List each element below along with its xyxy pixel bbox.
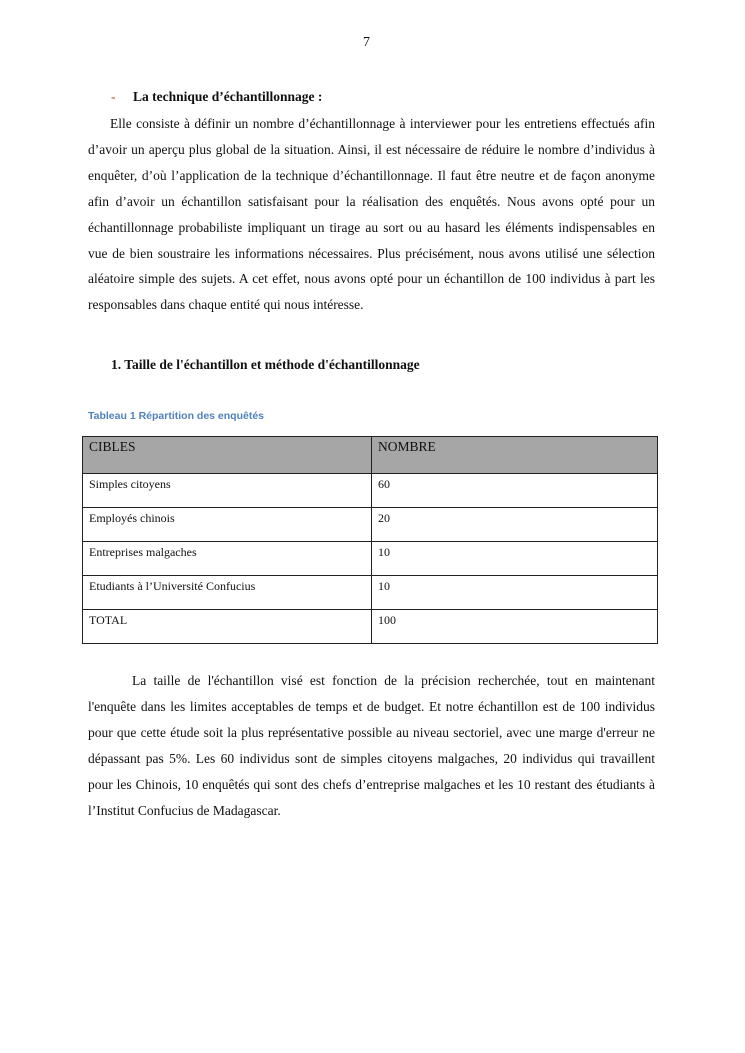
- technique-paragraph: Elle consiste à définir un nombre d’échantillonnage à interviewer pour les entretiens effectués afin d’avoir un aperçu plus global de la situation. Ainsi, il est nécessaire de réduire le nombre d’individus à enquêter, d’où l’application de la technique d’échantillonnage. Il faut être neutre et de façon anonyme afin d’avoir un échantillon satisfaisant pour la réalisation des enquêtés. Nous avons opté pour un échantillonnage probabiliste impliquant un tirage au sort ou au hasard les éléments indispensables en vue de bien soustraire les informations nécessaires. Plus précisément, nous avons utilisé une sélection aléatoire simple des sujets. A cet effet, nous avons opté pour un échantillon de 100 individus à part les responsables dans chaque entité qui nous intéresse.: [88, 116, 655, 313]
- cell-nombre: 60: [372, 474, 658, 508]
- cell-cible: Simples citoyens: [83, 474, 372, 508]
- header-nombre: NOMBRE: [372, 437, 658, 474]
- table-row-total: [83, 610, 658, 644]
- cell-nombre: 100: [372, 610, 658, 644]
- table-header-row: [83, 437, 658, 474]
- table-row: [83, 508, 658, 542]
- cell-nombre: 10: [372, 542, 658, 576]
- distribution-table: [82, 436, 658, 644]
- table-row: [83, 474, 658, 508]
- cell-nombre: 20: [372, 508, 658, 542]
- table-caption: Tableau 1 Répartition des enquêtés: [88, 410, 265, 422]
- table-row: [83, 576, 658, 610]
- technique-heading-text: La technique d’échantillonnage :: [133, 89, 323, 104]
- cell-cible: Employés chinois: [83, 508, 372, 542]
- technique-heading: [111, 89, 322, 105]
- bullet-dash: -: [111, 89, 116, 104]
- table-row: [83, 542, 658, 576]
- cell-cible: TOTAL: [83, 610, 372, 644]
- cell-cible: Etudiants à l’Université Confucius: [83, 576, 372, 610]
- conclusion-paragraph: La taille de l'échantillon visé est fonction de la précision recherchée, tout en maintenant l'enquête dans les limites acceptables de temps et de budget. Et notre échantillon est de 100 individus pour que cette étude soit la plus représentative possible au niveau sectoriel, avec une marge d'erreur ne dépassant pas 5%. Les 60 individus sont de simples citoyens malgaches, 20 individus qui travaillent pour les Chinois, 10 enquêtés qui sont des chefs d’entreprise malgaches et les 10 restant des étudiants à l’Institut Confucius de Madagascar.: [88, 673, 655, 818]
- cell-nombre: 10: [372, 576, 658, 610]
- section-heading: 1. Taille de l'échantillon et méthode d'échantillonnage: [111, 357, 420, 372]
- page-number: 7: [363, 35, 370, 50]
- cell-cible: Entreprises malgaches: [83, 542, 372, 576]
- header-cibles: CIBLES: [83, 437, 372, 474]
